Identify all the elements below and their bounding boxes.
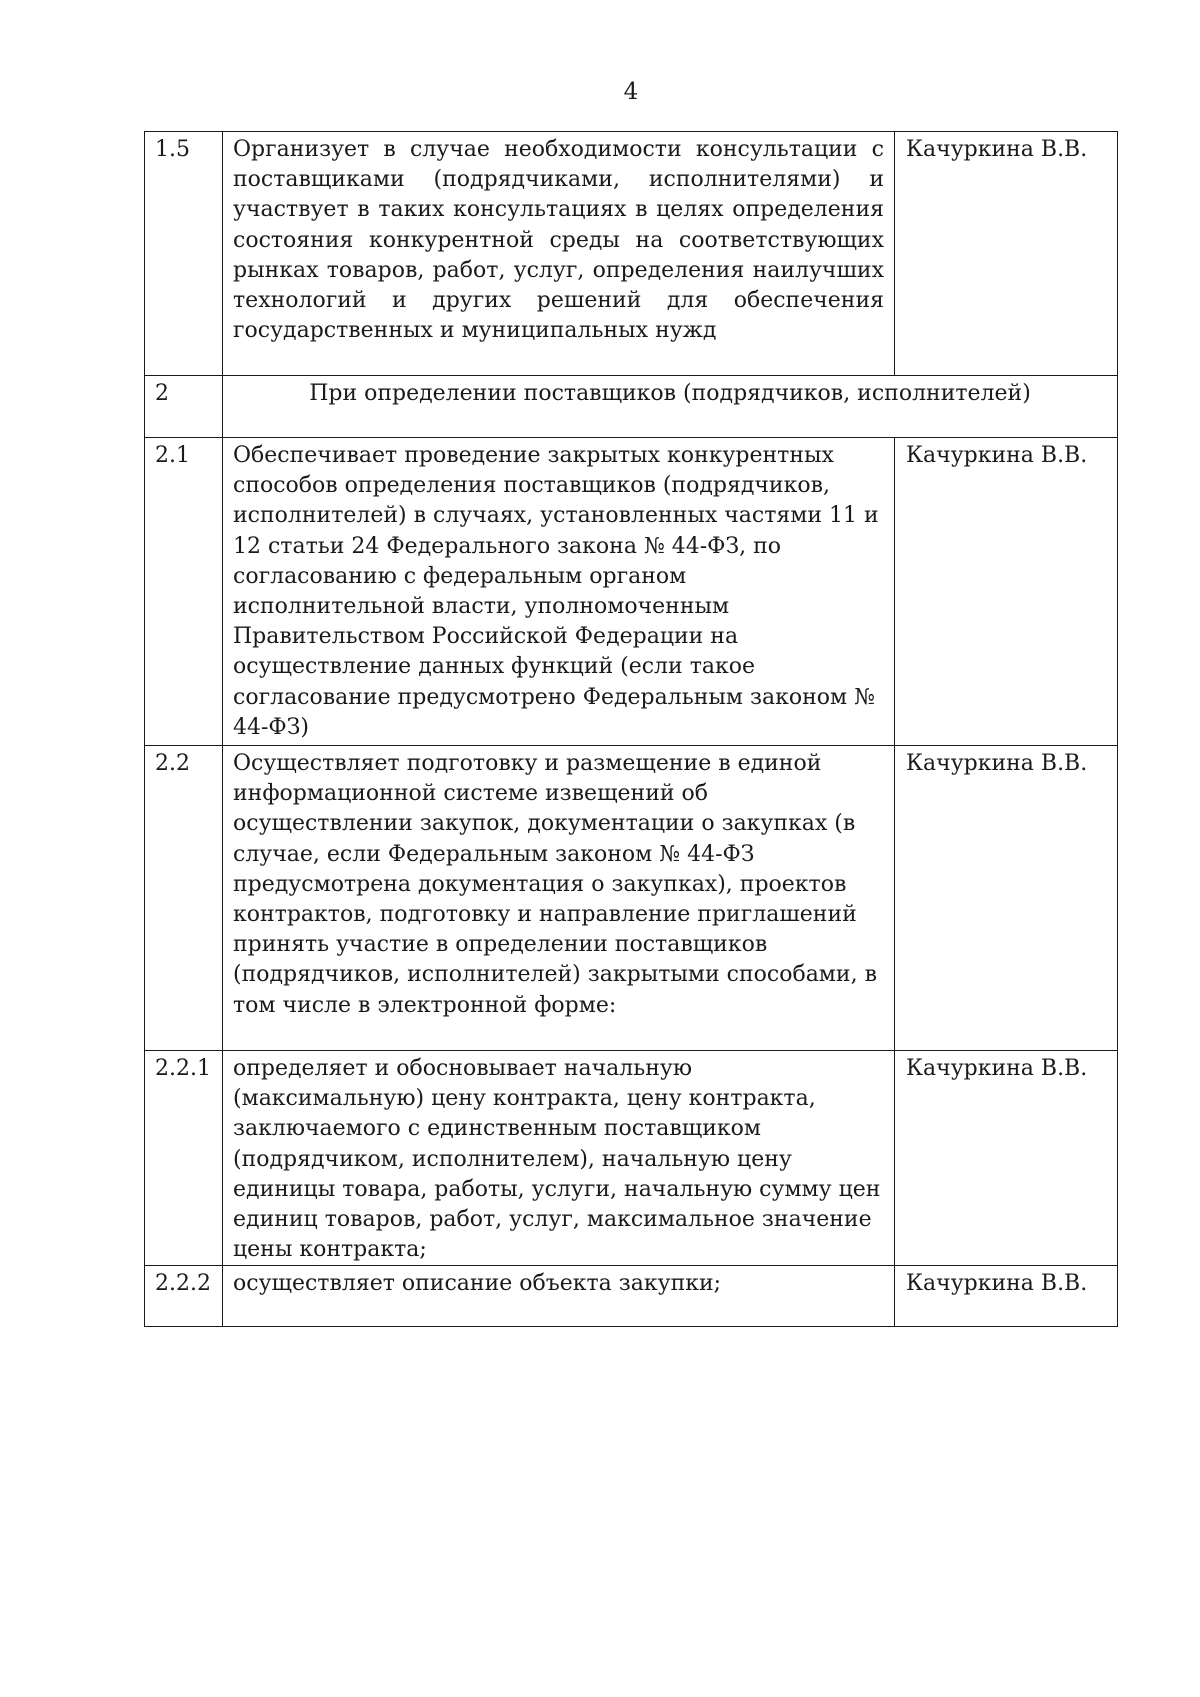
- item-description: определяет и обосновывает начальную (максимальную) цену контракта, цену контракта, заключаемого с единственным поставщиком (подрядчиком, исполнителем), начальную цену единицы товара, работы, услуги, начальную сумму цен единиц товаров, работ, услуг, максимальное значение цены контракта;: [223, 1051, 895, 1266]
- responsible-person: Качуркина В.В.: [895, 132, 1118, 376]
- responsible-person: Качуркина В.В.: [895, 1051, 1118, 1266]
- item-description: Обеспечивает проведение закрытых конкурентных способов определения поставщиков (подрядчиков, исполнителей) в случаях, установленных частями 11 и 12 статьи 24 Федерального закона № 44-ФЗ, по согласованию с федеральным органом исполнительной власти, уполномоченным Правительством Российской Федерации на осуществление данных функций (если такое согласование предусмотрено Федеральным законом № 44-ФЗ): [223, 438, 895, 746]
- item-description: Организует в случае необходимости консультации с поставщиками (подрядчиками, исполнителями) и участвует в таких консультациях в целях определения состояния конкурентной среды на соответствующих рынках товаров, работ, услуг, определения наилучших технологий и других решений для обеспечения государственных и муниципальных нужд: [223, 132, 895, 376]
- item-number: 1.5: [145, 132, 223, 376]
- table-row: [145, 1266, 1118, 1327]
- item-number: 2.2.2: [145, 1266, 223, 1327]
- table-row: [145, 132, 1118, 376]
- responsible-person: Качуркина В.В.: [895, 746, 1118, 1051]
- section-row: [145, 376, 1118, 438]
- page-number: 4: [623, 79, 639, 105]
- responsible-person: Качуркина В.В.: [895, 1266, 1118, 1327]
- item-number: 2.2.1: [145, 1051, 223, 1266]
- section-title: При определении поставщиков (подрядчиков, исполнителей): [223, 376, 1118, 438]
- item-description: Осуществляет подготовку и размещение в единой информационной системе извещений об осуществлении закупок, документации о закупках (в случае, если Федеральным законом № 44-ФЗ предусмотрена документация о закупках), проектов контрактов, подготовку и направление приглашений принять участие в определении поставщиков (подрядчиков, исполнителей) закрытыми способами, в том числе в электронной форме:: [223, 746, 895, 1051]
- item-number: 2.1: [145, 438, 223, 746]
- responsibilities-table: [144, 131, 1118, 1327]
- table-row: [145, 438, 1118, 746]
- item-number: 2.2: [145, 746, 223, 1051]
- section-number: 2: [145, 376, 223, 438]
- table-row: [145, 1051, 1118, 1266]
- responsible-person: Качуркина В.В.: [895, 438, 1118, 746]
- table-row: [145, 746, 1118, 1051]
- item-description: осуществляет описание объекта закупки;: [223, 1266, 895, 1327]
